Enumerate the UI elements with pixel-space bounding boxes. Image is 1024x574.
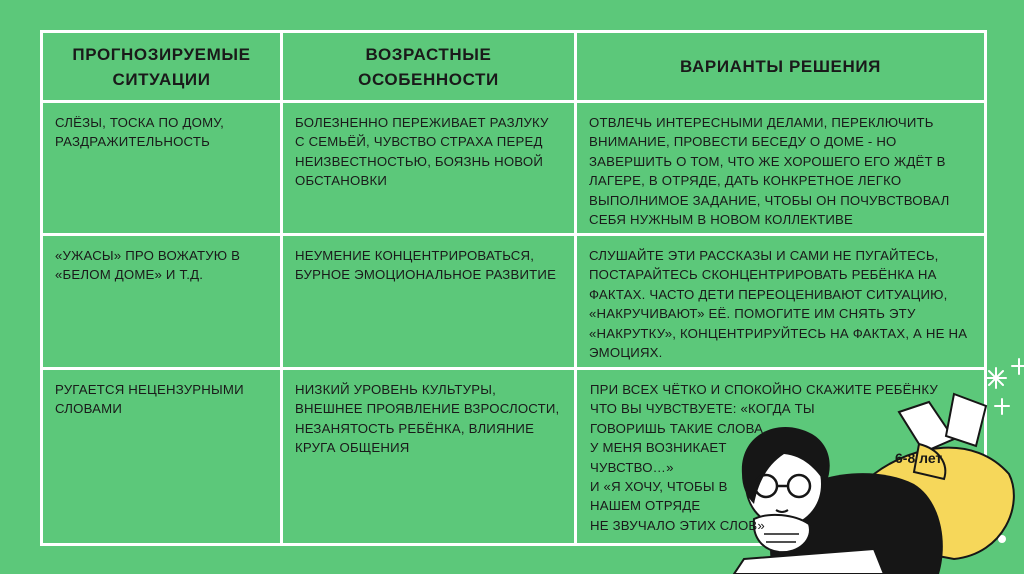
row1-solutions: ОТВЛЕЧЬ ИНТЕРЕСНЫМИ ДЕЛАМИ, ПЕРЕКЛЮЧИТЬ ВНИМАНИЕ, ПРОВЕСТИ БЕСЕДУ О ДОМЕ - НО ЗАВЕРШИТЬ О ТОМ, ЧТО ЖЕ ХОРОШЕГО ЕГО ЖДЁТ В ЛАГЕРЕ, В ОТРЯДЕ, ДАТЬ КОНКРЕТНОЕ ЛЕГКО ВЫПОЛНИМОЕ ЗАДАНИЕ, ЧТОБЫ ОН ПОЧУВСТВОВАЛ СЕБЯ НУЖНЫМ В НОВОМ КОЛЛЕКТИВЕ xyxy=(589,115,950,228)
header-situations: ПРОГНОЗИРУЕМЫЕ СИТУАЦИИ xyxy=(72,44,251,89)
row2-solutions: СЛУШАЙТЕ ЭТИ РАССКАЗЫ И САМИ НЕ ПУГАЙТЕСЬ, ПОСТАРАЙТЕСЬ СКОНЦЕНТРИРОВАТЬ РЕБЁНКА НА ФАКТАХ. ЧАСТО ДЕТИ ПЕРЕОЦЕНИВАЮТ СИТУАЦИЮ, «НАКРУЧИВАЮТ» ЕЁ. ПОМОГИТЕ ИМ СНЯТЬ ЭТУ «НАКРУТКУ», КОНЦЕНТРИРУЙТЕСЬ НА ФАКТАХ, А НЕ НА ЭМОЦИЯХ. xyxy=(589,248,968,361)
solution-line: У МЕНЯ ВОЗНИКАЕТ xyxy=(590,440,727,456)
solution-line: ЧУВСТВО…» xyxy=(590,459,674,475)
solution-line: И «Я ХОЧУ, ЧТОБЫ В xyxy=(590,479,728,495)
row3-situation: РУГАЕТСЯ НЕЦЕНЗУРНЫМИ СЛОВАМИ xyxy=(55,382,244,417)
row2-situation: «УЖАСЫ» ПРО ВОЖАТУЮ В «БЕЛОМ ДОМЕ» И Т.Д. xyxy=(55,248,241,283)
age-badge: 6-8 лет xyxy=(895,450,943,466)
header-features: ВОЗРАСТНЫЕ ОСОБЕННОСТИ xyxy=(358,44,499,89)
solution-line: ГОВОРИШЬ ТАКИЕ СЛОВА, xyxy=(590,420,768,436)
solution-line: НЕ ЗВУЧАЛО ЭТИХ СЛОВ» xyxy=(590,517,765,533)
row3-features: НИЗКИЙ УРОВЕНЬ КУЛЬТУРЫ, ВНЕШНЕЕ ПРОЯВЛЕНИЕ ВЗРОСЛОСТИ, НЕЗАНЯТОСТЬ РЕБЁНКА, ВЛИЯНИЕ КРУГА ОБЩЕНИЯ xyxy=(295,382,560,456)
solution-line: ЧТО ВЫ ЧУВСТВУЕТЕ: «КОГДА ТЫ xyxy=(590,401,815,417)
row3-solutions xyxy=(590,380,938,535)
solution-line: ПРИ ВСЕХ ЧЁТКО И СПОКОЙНО СКАЖИТЕ РЕБЁНКУ xyxy=(590,382,938,397)
row2-features: НЕУМЕНИЕ КОНЦЕНТРИРОВАТЬСЯ, БУРНОЕ ЭМОЦИОНАЛЬНОЕ РАЗВИТИЕ xyxy=(295,248,557,283)
header-solutions: ВАРИАНТЫ РЕШЕНИЯ xyxy=(680,57,881,76)
solution-line: НАШЕМ ОТРЯДЕ xyxy=(590,498,701,514)
row1-situation: СЛЁЗЫ, ТОСКА ПО ДОМУ, РАЗДРАЖИТЕЛЬНОСТЬ xyxy=(55,115,224,150)
row1-features: БОЛЕЗНЕННО ПЕРЕЖИВАЕТ РАЗЛУКУ С СЕМЬЁЙ, ЧУВСТВО СТРАХА ПЕРЕД НЕИЗВЕСТНОСТЬЮ, БОЯЗНЬ НОВОЙ ОБСТАНОВКИ xyxy=(295,115,549,189)
